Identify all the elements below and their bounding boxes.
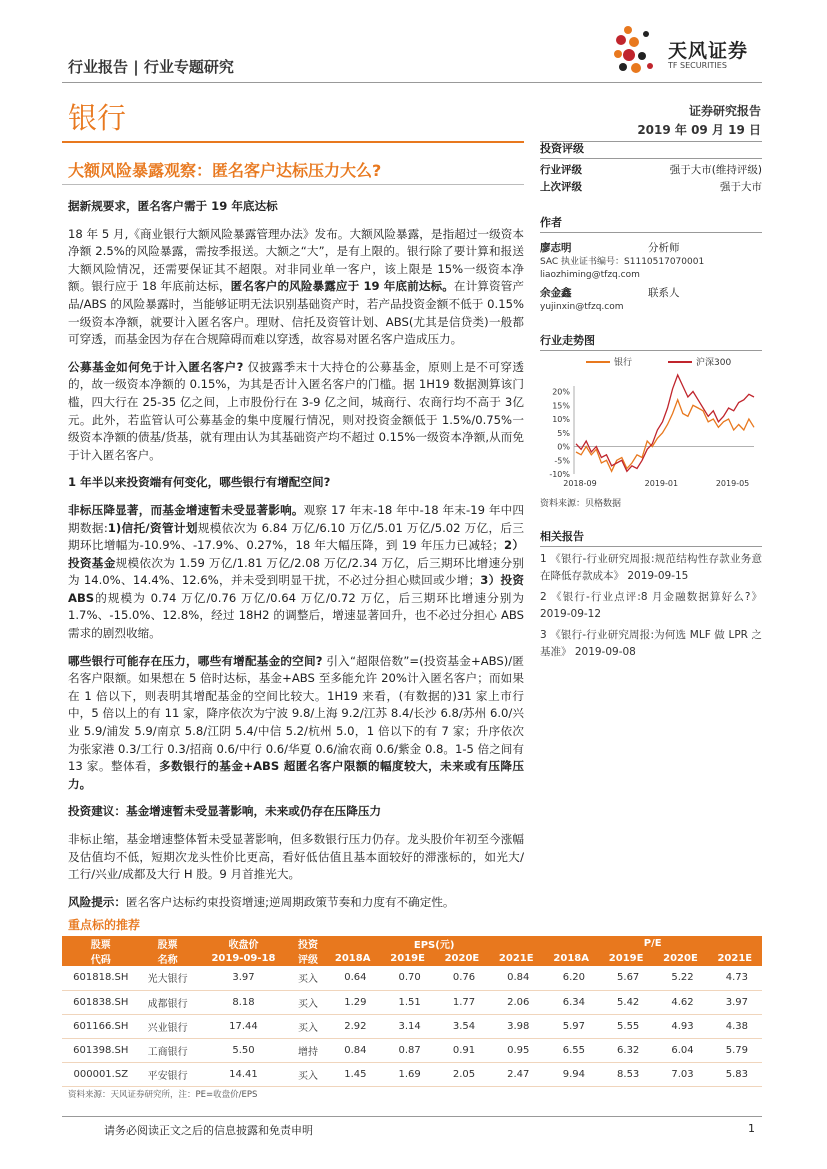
table-cell: 2.92 — [325, 1014, 381, 1038]
author-name: 余金鑫 — [540, 287, 572, 299]
table-cell: 6.34 — [543, 990, 599, 1014]
col-header: 股票 — [62, 936, 140, 951]
table-cell: 14.41 — [196, 1062, 291, 1086]
text: 匿名客户达标约束投资增速;逆周期政策节奏和力度有不确定性。 — [125, 894, 455, 909]
table-cell: 4.62 — [653, 990, 707, 1014]
table-cell: 1.29 — [325, 990, 381, 1014]
col-header: 2019E — [599, 951, 653, 966]
col-header: 股票 — [140, 936, 196, 951]
paragraph — [68, 894, 524, 912]
table-cell: 买入 — [291, 990, 325, 1014]
table-cell: 0.87 — [380, 1038, 434, 1062]
col-header: 评级 — [291, 951, 325, 966]
table-cell: 9.94 — [543, 1062, 599, 1086]
table-cell: 买入 — [291, 1014, 325, 1038]
author-1 — [540, 241, 762, 256]
col-header: 2021E — [489, 951, 543, 966]
table-cell: 成都银行 — [140, 990, 196, 1014]
table-cell: 601838.SH — [62, 990, 140, 1014]
author-cert: SAC 执业证书编号：S1110517070001 — [540, 257, 705, 267]
text: 仅披露季末十大持仓的公募基金，原则上是不可穿透的，故一级资本净额的 0.15%，为其是否计入匿名客户的门槛。据 1H19 数据测算该门槛，四大行在 25-35 亿之间，上市股份行在 3-9 亿之间，城商行、农商行均不高于 3亿元。此外，若监管认可公募基金的集中度履行情况，则对投资金额低于 1.5%/0.75%一级资本净额的债基/货基，就有理由认为其基础资产均不超过 0.15%一级资本净额,从而免于计入匿名客户。 — [68, 359, 524, 462]
table-cell: 平安银行 — [140, 1062, 196, 1086]
author-role: 分析师 — [648, 242, 680, 254]
report-title: 大额风险暴露观察：匿名客户达标压力大么? — [68, 161, 382, 180]
table-cell: 买入 — [291, 1062, 325, 1086]
table-cell: 2.05 — [435, 1062, 489, 1086]
table-cell: 4.73 — [708, 966, 762, 990]
industry-rating-label: 行业评级 — [540, 164, 582, 176]
table-cell: 5.55 — [599, 1014, 653, 1038]
related-item[interactable]: 1 《银行-行业研究周报:规范结构性存款业务意在降低存款成本》 2019-09-15 — [540, 553, 762, 582]
footer-rule — [62, 1116, 762, 1117]
text: 规模依次为 6.84 万亿/6.10 万亿/5.01 万亿/5.02 万亿，后三期环比增幅为-10.9%、-17.9%、0.27%，18 年大幅压降，到 19 年压力已减轻； — [68, 520, 524, 553]
table-cell: 0.84 — [489, 966, 543, 990]
related-item[interactable]: 2 《银行-行业点评:8 月金融数据算好么?》 2019-09-12 — [540, 591, 762, 620]
table-cell: 3.97 — [708, 990, 762, 1014]
trend-box — [540, 332, 762, 351]
last-rating-row — [540, 179, 762, 196]
y-tick-label: 10% — [552, 415, 570, 424]
table-cell: 1.51 — [380, 990, 434, 1014]
table-row — [62, 1014, 762, 1038]
text: 规模依次为 1.59 万亿/1.81 万亿/2.08 万亿/2.34 万亿，后三期环比增速分别为 14.0%、14.4%、12.6%，并未受到明显干扰，不必过分担心赎回或少增； — [68, 555, 524, 588]
logo-name: 天风证券 — [668, 40, 749, 62]
table-cell: 5.22 — [653, 966, 707, 990]
table-cell: 买入 — [291, 966, 325, 990]
table-cell: 1.45 — [325, 1062, 381, 1086]
trend-heading: 行业走势图 — [540, 332, 762, 351]
author-email[interactable]: yujinxin@tfzq.com — [540, 302, 624, 312]
text: 在计算资管产品/ABS 的风险暴露时，当能够证明无法识别基础资产时，若产品投资金额不低于 0.15%一级资本净额，就要计入匿名客户。理财、信托及资管计划、ABS(尤其是信贷类)一般都可穿透，而基金因为存在合规障碍而难以穿透，故容易对匿名客户造成压力。 — [68, 279, 524, 347]
table-cell: 3.54 — [435, 1014, 489, 1038]
text: 非标止缩，基金增速整体暂未受显著影响，但多数银行压力仍存。龙头股价年初至今涨幅及估值均不低，短期次龙头性价比更高，看好低估值且基本面较好的滞涨标的，如光大/工行/兴业/成都及大行 H 股。9 月首推光大。 — [68, 832, 524, 882]
stock-table — [62, 936, 762, 1087]
table-row — [62, 966, 762, 990]
text-bold: 公募基金如何免于计入匿名客户? — [68, 359, 244, 374]
y-tick-label: 5% — [557, 428, 570, 438]
x-tick-label: 2018-09 — [563, 479, 597, 488]
table-row — [62, 1062, 762, 1086]
text: 观察 17 年末-18 年中-18 年末-19 年中四期数据: — [68, 502, 524, 535]
table-cell: 6.04 — [653, 1038, 707, 1062]
table-cell: 5.42 — [599, 990, 653, 1014]
table-cell: 5.83 — [708, 1062, 762, 1086]
section-heading: 1 年半以来投资端有何变化，哪些银行有增配空间? — [68, 475, 331, 490]
table-cell: 6.55 — [543, 1038, 599, 1062]
col-header: 名称 — [140, 951, 196, 966]
table-cell: 增持 — [291, 1038, 325, 1062]
table-cell: 0.70 — [380, 966, 434, 990]
table-cell: 6.32 — [599, 1038, 653, 1062]
table-cell: 2.47 — [489, 1062, 543, 1086]
table-cell: 0.84 — [325, 1038, 381, 1062]
related-heading: 相关报告 — [540, 528, 762, 547]
table-title: 重点标的推荐 — [68, 918, 141, 932]
related-item[interactable]: 3 《银行-行业研究周报:为何选 MLF 做 LPR 之基准》 2019-09-08 — [540, 629, 762, 658]
sector-title: 银行 — [68, 101, 127, 135]
trend-chart — [540, 352, 762, 492]
related-list — [540, 551, 762, 661]
table-cell: 1.77 — [435, 990, 489, 1014]
logo-english: TF SECURITIES — [668, 61, 727, 70]
y-tick-label: -5% — [554, 456, 570, 466]
report-date: 2019 年 09 月 19 日 — [637, 123, 761, 137]
title-rule — [62, 141, 524, 143]
related-box — [540, 528, 762, 661]
y-tick-label: 20% — [552, 387, 570, 397]
table-cell: 0.76 — [435, 966, 489, 990]
paragraph — [68, 653, 524, 794]
legend-label: 沪深300 — [696, 358, 732, 368]
author-2 — [540, 286, 762, 301]
table-header-row — [62, 951, 762, 966]
author-role: 联系人 — [648, 287, 680, 299]
table-cell: 0.91 — [435, 1038, 489, 1062]
table-cell: 000001.SZ — [62, 1062, 140, 1086]
table-cell: 光大银行 — [140, 966, 196, 990]
text: 的规模为 0.74 万亿/0.76 万亿/0.64 万亿/0.72 万亿，后三期环比增速分别为 1.7%、-15.0%、12.8%，经过 18H2 的调整后，增速显著回升，也不必过分担心 ABS 需求的剧烈收缩。 — [68, 590, 524, 641]
last-rating-value: 强于大市 — [720, 181, 762, 193]
author-name: 廖志明 — [540, 242, 572, 254]
col-header: 投资 — [291, 936, 325, 951]
table-cell: 5.67 — [599, 966, 653, 990]
x-tick-label: 2019-01 — [644, 479, 679, 488]
legend-label: 银行 — [614, 358, 633, 368]
table-row — [62, 990, 762, 1014]
col-header: EPS(元) — [325, 936, 544, 951]
table-cell: 3.97 — [196, 966, 291, 990]
paragraph — [68, 502, 524, 643]
col-header: 2018A — [543, 951, 599, 966]
col-header: 2019-09-18 — [196, 951, 291, 966]
paragraph — [68, 359, 524, 465]
table-cell: 4.93 — [653, 1014, 707, 1038]
table-cell: 兴业银行 — [140, 1014, 196, 1038]
table-cell: 4.38 — [708, 1014, 762, 1038]
table-cell: 0.95 — [489, 1038, 543, 1062]
col-header: 2019E — [380, 951, 434, 966]
table-row — [62, 1038, 762, 1062]
section-heading: 投资建议：基金增速暂未受显著影响，未来或仍存在压降压力 — [68, 804, 382, 819]
table-cell: 2.06 — [489, 990, 543, 1014]
col-header: P/E — [543, 936, 762, 951]
table-cell: 601398.SH — [62, 1038, 140, 1062]
text-bold: 2）投资基金 — [68, 538, 524, 570]
authors-heading: 作者 — [540, 214, 762, 233]
section-heading: 据新规要求，匿名客户需于 19 年底达标 — [68, 199, 278, 213]
text-bold: 多数银行的基金+ABS 超匿名客户限额的幅度较大，未来或有压降压力。 — [68, 759, 524, 791]
chart-source: 资料来源：贝格数据 — [540, 499, 622, 509]
paragraph — [68, 226, 524, 349]
last-rating-label: 上次评级 — [540, 181, 582, 193]
y-tick-label: 15% — [552, 401, 570, 411]
table-cell: 5.79 — [708, 1038, 762, 1062]
text: 引入“超限倍数”=(投资基金+ABS)/匿名客户限额。如果想在 5 倍时达标，基金+ABS 至多能允许 20%计入匿名客户；而如果在 1 倍以下，则表明其增配基金的空间比较大。1H19 来看，(有数据的)31 家上市行中，5 倍以上的有 11 家，降序依次为宁波 9.8/上海 9.2/江苏 8.4/长沙 6.8/苏州 6.0/兴业 5.9/浦发 5.9/南京 5.8/江阴 5.4/中信 5.2/杭州 5.0，1 倍以下的有 7 家；升序依次为张家港 0.3/工行 0.3/招商 0.6/中行 0.6/华夏 0.6/渝农商 0.6/紫金 0.8。1-5 倍之间有 13 家。整体看， — [68, 653, 524, 774]
series-line — [576, 375, 754, 471]
footer-disclaimer: 请务必阅读正文之后的信息披露和免责申明 — [104, 1124, 313, 1137]
table-cell: 1.69 — [380, 1062, 434, 1086]
text-bold: 1)信托/资管计划 — [107, 520, 198, 535]
header-rule — [62, 82, 762, 83]
text: 18 年 5 月,《商业银行大额风险暴露管理办法》发布。大额风险暴露，是指超过一级资本净额 2.5%的风险暴露，需按季报送。大额之“大”，是有上限的。银行除了要计算和报送大额风险情况，还需要保证其不超限。对非同业单一客户，该上限是 15%一级资本净额。银行应于 18 年底前达标， — [68, 226, 524, 294]
table-cell: 工商银行 — [140, 1038, 196, 1062]
table-cell: 17.44 — [196, 1014, 291, 1038]
table-cell: 3.14 — [380, 1014, 434, 1038]
table-cell: 5.50 — [196, 1038, 291, 1062]
text-bold: 风险提示： — [68, 894, 126, 909]
text-bold: 3）投资 ABS — [68, 573, 524, 605]
col-header: 代码 — [62, 951, 140, 966]
author-email[interactable]: liaozhiming@tfzq.com — [540, 270, 640, 280]
table-cell: 7.03 — [653, 1062, 707, 1086]
rating-heading: 投资评级 — [540, 140, 762, 159]
text-bold: 非标压降显著，而基金增速暂未受显著影响。 — [68, 502, 304, 517]
text-bold: 哪些银行可能存在压力，哪些有增配基金的空间? — [68, 653, 323, 668]
rating-box — [540, 140, 762, 196]
table-cell: 601166.SH — [62, 1014, 140, 1038]
text-bold: 匿名客户的风险暴露应于 19 年底前达标。 — [230, 279, 454, 294]
table-cell: 8.18 — [196, 990, 291, 1014]
title-underline — [62, 184, 524, 185]
industry-rating-value: 强于大市(维持评级) — [669, 164, 762, 176]
report-category: 行业报告 | 行业专题研究 — [68, 58, 234, 76]
industry-rating-row — [540, 162, 762, 179]
main-text — [68, 198, 524, 921]
table-note: 资料来源：天风证券研究所，注：PE=收盘价/EPS — [68, 1090, 258, 1100]
authors-box — [540, 214, 762, 314]
x-tick-label: 2019-05 — [715, 479, 750, 488]
report-type: 证券研究报告 — [688, 104, 761, 118]
table-cell: 0.64 — [325, 966, 381, 990]
col-header: 2020E — [653, 951, 707, 966]
col-header: 2021E — [708, 951, 762, 966]
paragraph — [68, 831, 524, 884]
table-cell: 3.98 — [489, 1014, 543, 1038]
y-tick-label: -10% — [549, 470, 570, 479]
table-cell: 5.97 — [543, 1014, 599, 1038]
table-cell: 6.20 — [543, 966, 599, 990]
table-cell: 601818.SH — [62, 966, 140, 990]
col-header: 2018A — [325, 951, 381, 966]
y-tick-label: 0% — [557, 442, 570, 452]
table-cell: 8.53 — [599, 1062, 653, 1086]
table-header-row — [62, 936, 762, 951]
col-header: 收盘价 — [196, 936, 291, 951]
page-number: 1 — [748, 1122, 755, 1135]
col-header: 2020E — [435, 951, 489, 966]
